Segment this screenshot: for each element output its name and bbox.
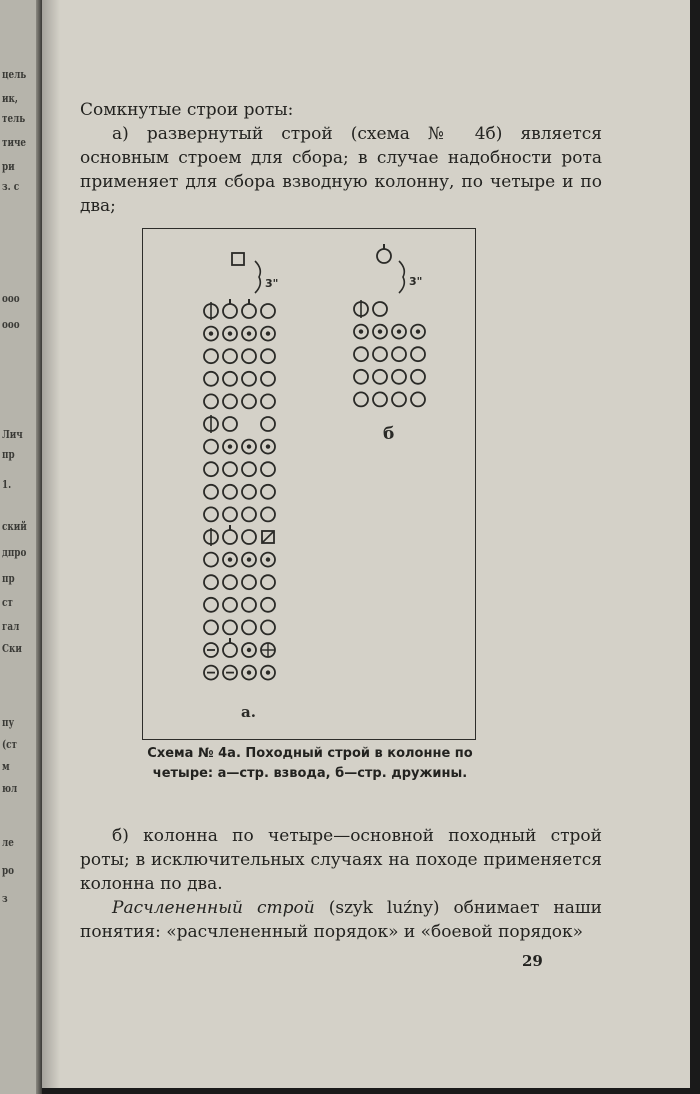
soldier-circle-symbol bbox=[261, 349, 275, 363]
soldier-circle-symbol bbox=[377, 249, 391, 263]
soldier-circle-symbol bbox=[204, 575, 218, 589]
margin-fragment: з. с bbox=[2, 180, 20, 193]
margin-fragment: тиче bbox=[2, 136, 27, 149]
soldier-circle-symbol bbox=[261, 620, 275, 634]
soldier-circle-symbol bbox=[411, 370, 425, 384]
soldier-circle-symbol bbox=[261, 304, 275, 318]
soldier-circle-symbol bbox=[223, 372, 237, 386]
soldier-circle-symbol bbox=[223, 530, 237, 544]
soldier-circle-symbol bbox=[223, 304, 237, 318]
soldier-circle-symbol bbox=[223, 598, 237, 612]
soldier-circle-symbol bbox=[242, 620, 256, 634]
square-diagonal bbox=[262, 531, 274, 543]
paragraph-c-rest: (szyk luźny) обнимает наши понятия: «расчлененный порядок» и «боевой порядок» bbox=[80, 898, 602, 942]
soldier-circle-symbol bbox=[223, 507, 237, 521]
distance-label-a: 3" bbox=[265, 277, 279, 290]
soldier-circle-symbol bbox=[373, 302, 387, 316]
margin-fragment: ский bbox=[2, 520, 27, 533]
column-label-a: а. bbox=[241, 703, 256, 721]
formation-diagram bbox=[142, 228, 476, 740]
soldier-circle-symbol bbox=[223, 417, 237, 431]
margin-fragment: пр bbox=[2, 448, 15, 461]
circle-dot bbox=[247, 670, 251, 674]
formation-diagram-svg bbox=[143, 229, 475, 739]
soldier-circle-symbol bbox=[261, 394, 275, 408]
soldier-circle-symbol bbox=[223, 462, 237, 476]
soldier-circle-symbol bbox=[242, 349, 256, 363]
soldier-circle-symbol bbox=[204, 620, 218, 634]
circle-dot bbox=[266, 557, 270, 561]
margin-fragment: ооо bbox=[2, 292, 20, 305]
circle-dot bbox=[359, 329, 363, 333]
leader-square-symbol bbox=[232, 253, 244, 265]
paragraph-c bbox=[80, 896, 602, 944]
margin-fragment: ри bbox=[2, 160, 15, 173]
soldier-circle-symbol bbox=[223, 394, 237, 408]
circle-dot bbox=[247, 557, 251, 561]
soldier-circle-symbol bbox=[204, 372, 218, 386]
soldier-circle-symbol bbox=[242, 530, 256, 544]
soldier-circle-symbol bbox=[242, 372, 256, 386]
term-italic: Расчлененный строй bbox=[112, 898, 315, 918]
soldier-circle-symbol bbox=[373, 392, 387, 406]
soldier-circle-symbol bbox=[392, 347, 406, 361]
soldier-circle-symbol bbox=[261, 485, 275, 499]
circle-dot bbox=[266, 670, 270, 674]
figure-caption: Схема № 4а. Походный строй в колонне по четыре: а—стр. взвода, б—стр. дружины. bbox=[147, 746, 473, 781]
soldier-circle-symbol bbox=[223, 620, 237, 634]
soldier-circle-symbol bbox=[242, 304, 256, 318]
distance-bracket-b bbox=[399, 261, 404, 293]
soldier-circle-symbol bbox=[204, 349, 218, 363]
margin-fragment: ик, bbox=[2, 92, 18, 105]
soldier-circle-symbol bbox=[261, 575, 275, 589]
soldier-circle-symbol bbox=[373, 370, 387, 384]
book-page bbox=[42, 0, 690, 1088]
margin-fragment: Ски bbox=[2, 642, 22, 655]
circle-dot bbox=[266, 444, 270, 448]
previous-page-edge bbox=[0, 0, 42, 1094]
soldier-circle-symbol bbox=[204, 507, 218, 521]
soldier-circle-symbol bbox=[223, 485, 237, 499]
soldier-circle-symbol bbox=[354, 392, 368, 406]
soldier-circle-symbol bbox=[354, 347, 368, 361]
circle-dot bbox=[228, 557, 232, 561]
circle-dot bbox=[397, 329, 401, 333]
soldier-circle-symbol bbox=[204, 598, 218, 612]
circle-dot bbox=[247, 331, 251, 335]
soldier-circle-symbol bbox=[204, 440, 218, 454]
page-number: 29 bbox=[522, 952, 543, 970]
soldier-circle-symbol bbox=[242, 462, 256, 476]
circle-dot bbox=[228, 331, 232, 335]
margin-fragment: Лич bbox=[2, 428, 23, 441]
circle-dot bbox=[247, 648, 251, 652]
circle-dot bbox=[416, 329, 420, 333]
soldier-circle-symbol bbox=[261, 417, 275, 431]
soldier-circle-symbol bbox=[242, 394, 256, 408]
soldier-circle-symbol bbox=[204, 394, 218, 408]
soldier-circle-symbol bbox=[261, 372, 275, 386]
distance-bracket-a bbox=[255, 261, 260, 293]
margin-fragment: тель bbox=[2, 112, 26, 125]
distance-label-b: 3" bbox=[409, 275, 423, 288]
soldier-circle-symbol bbox=[373, 347, 387, 361]
soldier-circle-symbol bbox=[261, 462, 275, 476]
soldier-circle-symbol bbox=[242, 598, 256, 612]
soldier-circle-symbol bbox=[204, 553, 218, 567]
margin-fragment: дпро bbox=[2, 546, 27, 559]
margin-fragment: з bbox=[2, 892, 8, 905]
margin-fragment: пр bbox=[2, 572, 15, 585]
soldier-circle-symbol bbox=[223, 643, 237, 657]
column-label-b: б bbox=[383, 424, 395, 444]
circle-dot bbox=[209, 331, 213, 335]
margin-fragment: цель bbox=[2, 68, 27, 81]
margin-fragment: 1. bbox=[2, 478, 12, 491]
circle-dot bbox=[247, 444, 251, 448]
soldier-circle-symbol bbox=[242, 575, 256, 589]
margin-fragment: юл bbox=[2, 782, 18, 795]
paragraph-b: б) колонна по четыре—основной походный строй роты; в исключительных случаях на походе применяется колонна по два. bbox=[80, 826, 602, 894]
soldier-circle-symbol bbox=[242, 507, 256, 521]
soldier-circle-symbol bbox=[242, 485, 256, 499]
soldier-circle-symbol bbox=[354, 370, 368, 384]
margin-fragment: м bbox=[2, 760, 10, 773]
soldier-circle-symbol bbox=[223, 349, 237, 363]
soldier-circle-symbol bbox=[261, 507, 275, 521]
soldier-circle-symbol bbox=[223, 575, 237, 589]
margin-fragment: ле bbox=[2, 836, 14, 849]
soldier-circle-symbol bbox=[392, 370, 406, 384]
margin-fragment: ро bbox=[2, 864, 15, 877]
circle-dot bbox=[266, 331, 270, 335]
margin-fragment: пу bbox=[2, 716, 15, 729]
margin-fragment: ооо bbox=[2, 318, 20, 331]
margin-fragment: гал bbox=[2, 620, 20, 633]
soldier-circle-symbol bbox=[411, 392, 425, 406]
paragraph-a: а) развернутый строй (схема № 4б) является основным строем для сбора; в случае надобности рота применяет для сбора взводную колонну, по четыре и по два; bbox=[80, 124, 602, 216]
soldier-circle-symbol bbox=[411, 347, 425, 361]
section-heading: Сомкнутые строи роты: bbox=[80, 100, 294, 120]
soldier-circle-symbol bbox=[261, 598, 275, 612]
soldier-circle-symbol bbox=[204, 485, 218, 499]
margin-fragment: (ст bbox=[2, 738, 17, 751]
page-shadow bbox=[42, 0, 60, 1088]
soldier-circle-symbol bbox=[204, 462, 218, 476]
soldier-circle-symbol bbox=[392, 392, 406, 406]
circle-dot bbox=[378, 329, 382, 333]
circle-dot bbox=[228, 444, 232, 448]
margin-fragment: ст bbox=[2, 596, 13, 609]
